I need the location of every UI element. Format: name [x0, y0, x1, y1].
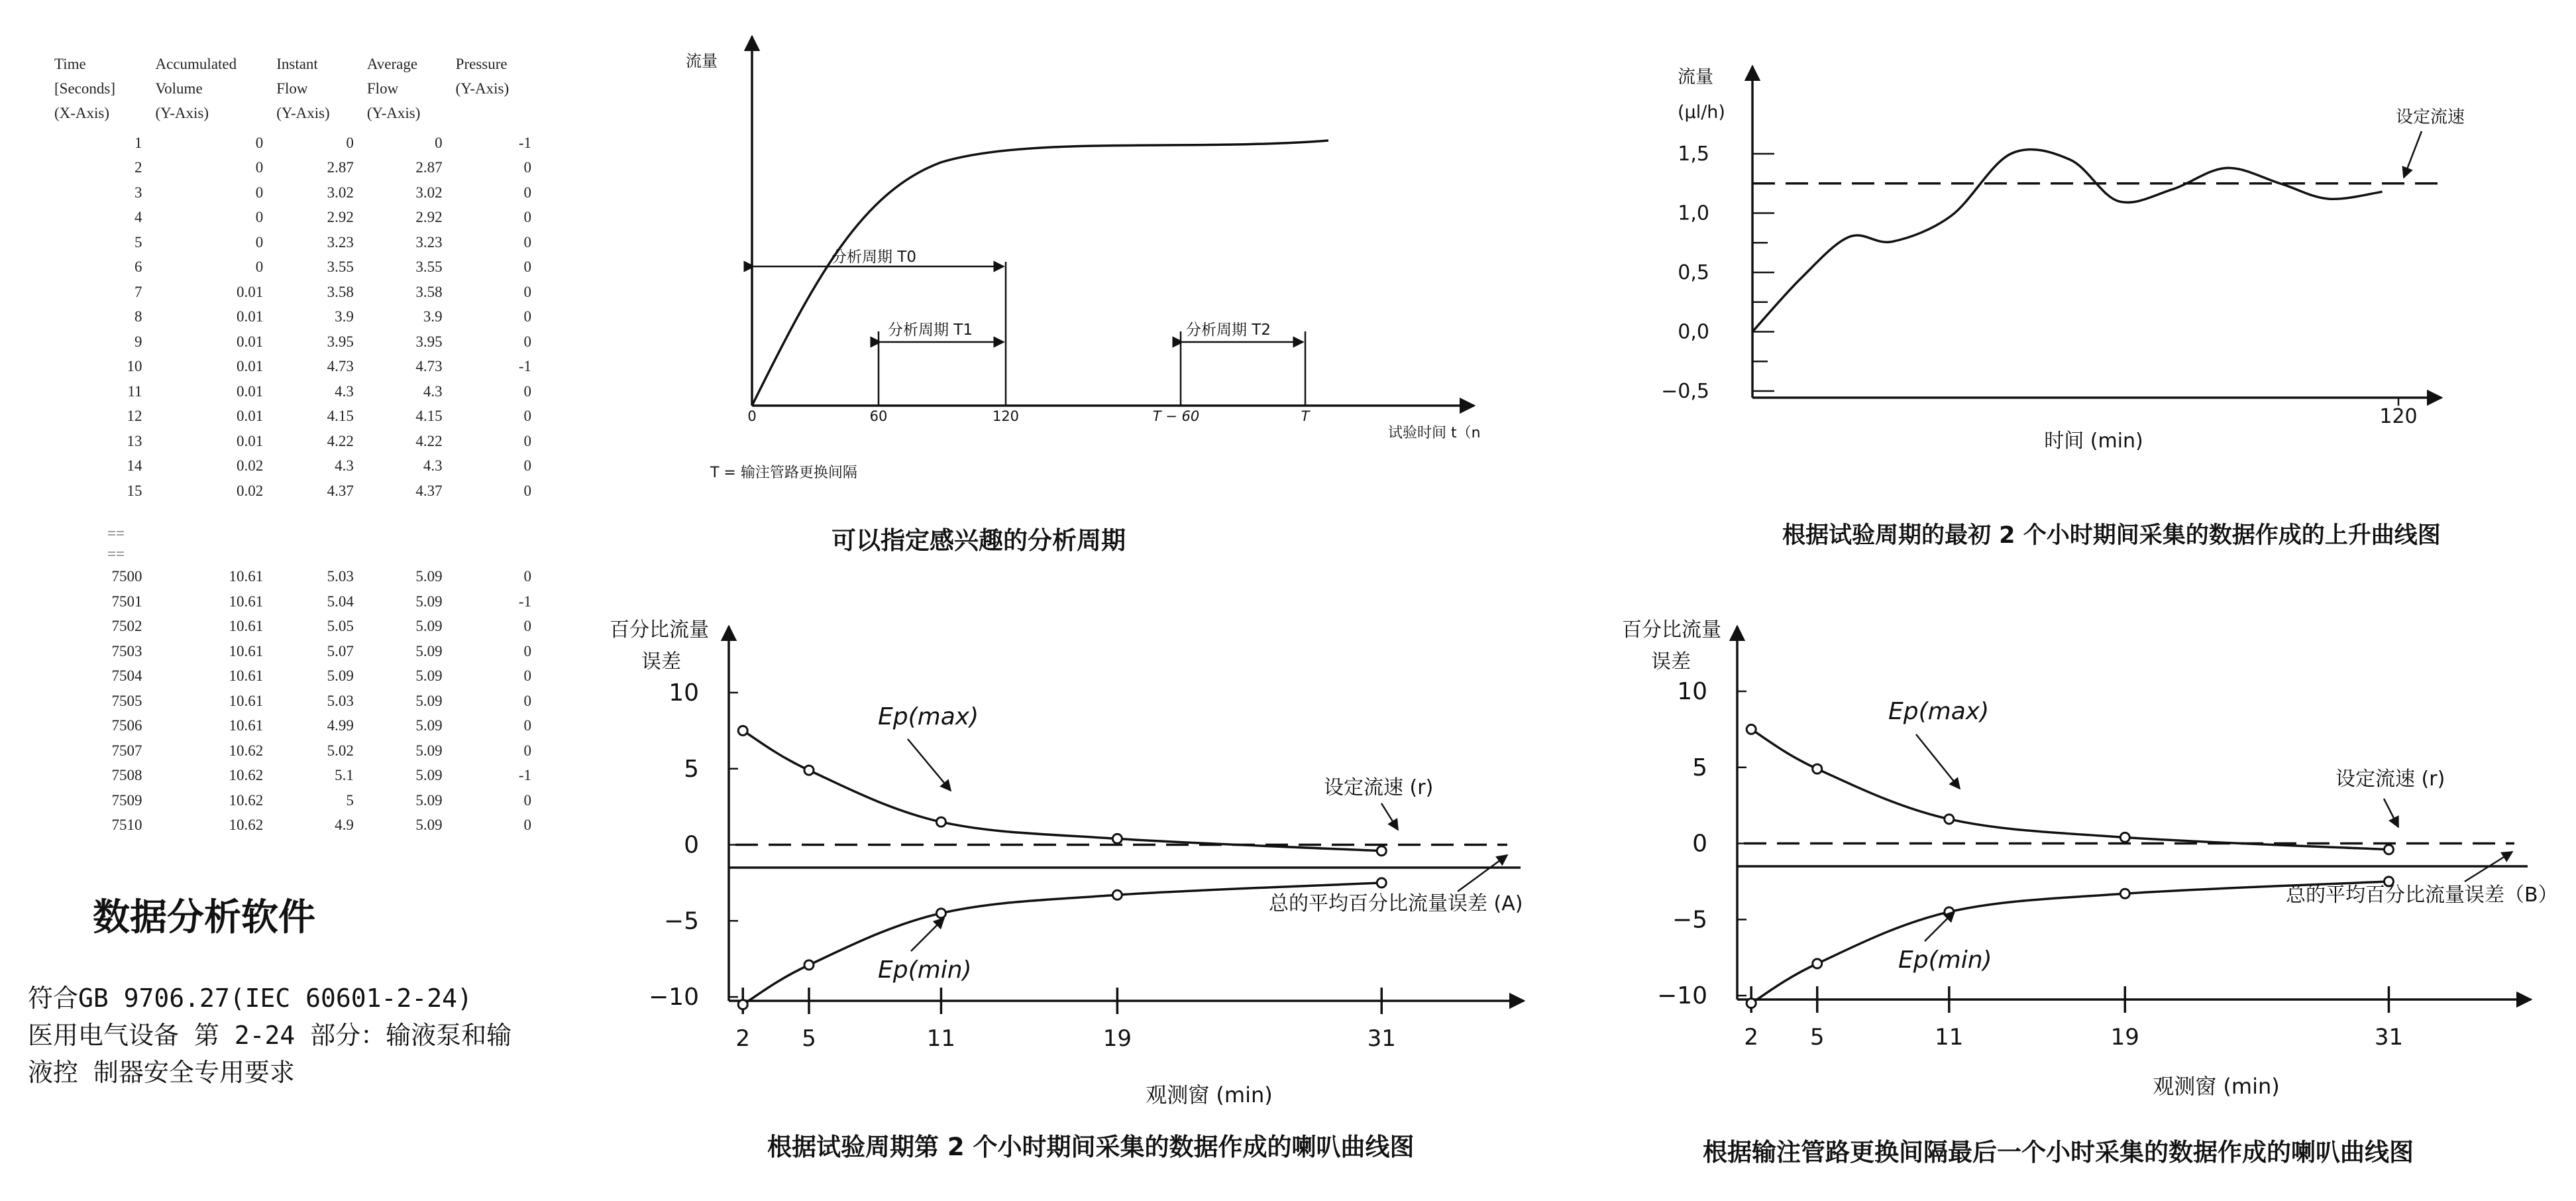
chart3-ytick-label: 10 — [669, 679, 699, 707]
table-cell: 3 — [134, 184, 142, 201]
table-cell: 0 — [523, 692, 531, 709]
table-cell: 0 — [523, 791, 531, 809]
table-cell: 0 — [523, 618, 531, 635]
chart3-data-point — [936, 817, 945, 827]
standard-line: 符合GB 9706.27(IEC 60601-2-24) — [28, 984, 472, 1013]
chart3-data-point — [1112, 834, 1122, 843]
chart2-setpoint-label: 设定流速 — [2395, 107, 2465, 127]
table-cell: 5.02 — [327, 742, 354, 759]
chart4-setpoint-label: 设定流速 (r) — [2335, 768, 2445, 791]
chart3-ytick-label: −5 — [663, 907, 699, 935]
chart2-ytick-label: 1,5 — [1678, 143, 1709, 166]
table-cell: 4.3 — [335, 457, 354, 475]
chart3-mean-label: 总的平均百分比流量误差 (A) — [1269, 892, 1523, 915]
table-cell: 0 — [523, 209, 531, 226]
table-cell: 3.95 — [327, 333, 354, 350]
chart4-data-point — [1945, 907, 1954, 917]
table-cell: 2.92 — [415, 209, 443, 226]
table-cell: 0 — [255, 134, 264, 151]
chart4-max-pointer — [1916, 734, 1960, 789]
standard-line: 液控 制器安全专用要求 — [28, 1058, 295, 1087]
chart3-series-max-curve — [743, 730, 1381, 850]
chart4-data-point — [1746, 724, 1756, 734]
table-cell: 3.95 — [415, 333, 443, 350]
table-cell: 10.61 — [229, 618, 264, 635]
table-cell: 13 — [127, 432, 142, 449]
chart1-flow-curve — [752, 141, 1328, 406]
table-cell: -1 — [518, 358, 531, 375]
table-cell: 7506 — [111, 717, 142, 734]
table-cell: 0.01 — [236, 432, 264, 449]
chart3-ylabel: 百分比流量 — [610, 618, 709, 642]
table-cell: 0 — [523, 432, 531, 449]
table-cell: 5.09 — [415, 791, 443, 809]
chart4-min-label: Ep(min) — [1898, 946, 1992, 974]
chart4-y-ticks — [1657, 678, 1746, 1009]
table-cell: -1 — [518, 767, 531, 784]
table-cell: 12 — [127, 408, 142, 425]
chart4-data-point — [2384, 845, 2393, 854]
table-cell: 7502 — [111, 618, 142, 635]
table-cell: 0.01 — [236, 358, 264, 375]
chart2-ytick-label: −0,5 — [1661, 380, 1709, 403]
chart1-xtick: T − 60 — [1152, 408, 1200, 424]
column-header-line: (Y-Axis) — [276, 105, 330, 121]
chart2-xtick-120: 120 — [2379, 405, 2418, 428]
table-cell: 4.15 — [415, 408, 443, 425]
table-cell: 4.15 — [327, 408, 354, 425]
table-cell: 7504 — [111, 667, 142, 685]
chart4-ytick-label: −10 — [1657, 982, 1707, 1010]
chart3-data-point — [1377, 878, 1386, 887]
trumpet-chart-last-hour — [1622, 618, 2558, 1099]
table-cell: 3.55 — [327, 258, 354, 276]
column-header-line: Accumulated — [155, 56, 237, 72]
column-header-line: (Y-Axis) — [455, 80, 510, 97]
table-cell: 4.99 — [327, 717, 354, 734]
table-cell: 0.02 — [236, 457, 264, 475]
chart4-data-point — [1813, 959, 1822, 968]
table-cell: 0 — [523, 283, 531, 300]
chart4-data-point — [1945, 815, 1954, 824]
column-header-line: (Y-Axis) — [155, 105, 209, 121]
chart3-ytick-label: −10 — [649, 984, 699, 1011]
table-cell: 4.9 — [335, 817, 354, 834]
chart4-ytick-label: 0 — [1692, 830, 1707, 858]
table-cell: 10.61 — [229, 717, 264, 734]
table-cell: 10.62 — [229, 767, 264, 784]
table-cell: 5.03 — [327, 692, 354, 709]
table-cell: 10.61 — [229, 642, 264, 659]
table-cell: 3.9 — [423, 308, 443, 325]
table-cell: 10.61 — [229, 593, 264, 610]
table-cell: 5.09 — [415, 742, 443, 759]
chart4-caption: 根据输注管路更换间隔最后一个小时采集的数据作成的喇叭曲线图 — [1703, 1138, 2414, 1167]
chart3-xtick-label: 31 — [1367, 1025, 1396, 1052]
table-cell: 5.09 — [415, 593, 443, 610]
chart2-caption: 根据试验周期的最初 2 个小时期间采集的数据作成的上升曲线图 — [1782, 522, 2441, 549]
table-cell: 14 — [127, 457, 142, 475]
table-cell: 0 — [255, 233, 264, 251]
table-cell: 0 — [523, 482, 531, 499]
chart2-setpoint-pointer — [2404, 131, 2422, 178]
table-cell: 0.01 — [236, 382, 264, 400]
chart3-data-point — [738, 726, 747, 735]
table-cell: 0 — [523, 642, 531, 659]
table-cell: 0 — [523, 333, 531, 350]
chart1-footnote: T = 输注管路更换间隔 — [710, 465, 857, 481]
standard-line: 医用电气设备 第 2-24 部分：输液泵和输 — [28, 1021, 512, 1050]
chart1-xtick: 60 — [869, 408, 888, 424]
table-cell: 2.87 — [327, 159, 354, 176]
chart3-setpoint-label: 设定流速 (r) — [1324, 776, 1434, 799]
chart3-max-pointer — [908, 739, 951, 791]
chart4-xtick-label: 2 — [1744, 1024, 1759, 1051]
table-cell: 0 — [523, 667, 531, 685]
chart2-ylabel: 流量 — [1678, 67, 1713, 87]
table-cell: 10.61 — [229, 692, 264, 709]
chart4-xtick-label: 11 — [1935, 1024, 1964, 1051]
column-header-line: [Seconds] — [54, 80, 115, 97]
chart1-xtick: T — [1301, 408, 1310, 424]
chart4-ylabel: 百分比流量 — [1622, 618, 1721, 642]
chart4-xlabel: 观测窗 (min) — [2153, 1074, 2280, 1099]
table-cell: 4.37 — [327, 482, 354, 499]
table-cell: 4.3 — [423, 457, 443, 475]
table-cell: 7503 — [111, 642, 142, 659]
chart3-caption: 根据试验周期第 2 个小时期间采集的数据作成的喇叭曲线图 — [767, 1133, 1415, 1161]
chart3-xtick-label: 11 — [926, 1025, 956, 1052]
table-cell: 4 — [134, 209, 142, 226]
chart4-data-point — [1746, 999, 1756, 1008]
chart2-xlabel: 时间 (min) — [2044, 429, 2143, 453]
chart4-ytick-label: 5 — [1692, 754, 1707, 781]
table-cell: 3.58 — [327, 283, 354, 300]
chart3-x-ticks — [735, 988, 1395, 1052]
table-cell: 15 — [127, 482, 142, 499]
table-cell: 2.92 — [327, 209, 354, 226]
chart2-ytick-label: 0,0 — [1678, 320, 1709, 344]
chart3-y-ticks — [649, 679, 738, 1011]
table-cell: 0 — [523, 457, 531, 475]
chart3-xtick-label: 5 — [802, 1025, 816, 1052]
table-cell: 0 — [523, 184, 531, 201]
chart2-ytick-label: 0,5 — [1678, 261, 1709, 284]
trumpet-chart-second-hour — [610, 618, 1524, 1108]
table-cell: 5.04 — [327, 593, 354, 610]
table-cell: 5 — [134, 233, 142, 251]
table-cell: 5.09 — [415, 642, 443, 659]
table-cell: 0 — [523, 742, 531, 759]
startup-curve-chart — [1661, 66, 2465, 453]
column-header-line: Flow — [276, 80, 308, 97]
table-cell: 7508 — [111, 767, 142, 784]
table-separator: == — [107, 525, 125, 542]
chart4-data-point — [2120, 889, 2129, 898]
chart4-setpoint-pointer — [2384, 799, 2398, 827]
table-cell: 3.58 — [415, 283, 443, 300]
table-cell: 10.62 — [229, 742, 264, 759]
table-cell: 11 — [127, 382, 142, 400]
chart4-series-max-curve — [1751, 729, 2388, 849]
column-header-line: (X-Axis) — [54, 105, 110, 121]
table-cell: 5.05 — [327, 618, 354, 635]
table-cell: 0 — [523, 258, 531, 276]
chart3-data-point — [1377, 846, 1386, 856]
chart3-ytick-label: 0 — [684, 831, 699, 859]
table-cell: 5.07 — [327, 642, 354, 659]
table-cell: 0 — [523, 568, 531, 585]
table-cell: 5 — [346, 791, 354, 809]
table-cell: 4.73 — [327, 358, 354, 375]
table-cell: 5.09 — [415, 717, 443, 734]
chart3-min-pointer — [911, 918, 944, 951]
table-cell: 3.02 — [327, 184, 354, 201]
table-cell: 3.23 — [327, 233, 354, 251]
table-cell: 3.02 — [415, 184, 443, 201]
column-header-line: Instant — [276, 56, 318, 72]
chart3-xtick-label: 2 — [735, 1025, 751, 1052]
table-cell: 1 — [134, 134, 142, 151]
chart1-caption: 可以指定感兴趣的分析周期 — [832, 526, 1126, 555]
chart3-data-point — [738, 1000, 747, 1009]
column-header-line: Pressure — [455, 56, 508, 72]
chart2-ylabel-unit: (μl/h) — [1678, 102, 1725, 123]
table-cell: 5.09 — [415, 817, 443, 834]
chart3-data-point — [936, 909, 945, 918]
table-cell: 0.01 — [236, 333, 264, 350]
chart3-data-point — [804, 960, 814, 970]
chart4-mean-label: 总的平均百分比流量误差（B） — [2286, 884, 2558, 907]
column-header-line: Average — [366, 56, 418, 72]
table-cell: 7500 — [111, 568, 142, 585]
chart3-ytick-label: 5 — [684, 755, 699, 783]
table-cell: 0 — [255, 184, 264, 201]
table-cell: 10.62 — [229, 817, 264, 834]
column-header-line: (Y-Axis) — [366, 105, 421, 121]
column-header-line: Time — [54, 56, 86, 72]
table-cell: 0 — [435, 134, 443, 151]
chart4-data-point — [2120, 832, 2129, 842]
analysis-period-chart — [686, 36, 1481, 481]
chart3-setpoint-pointer — [1381, 803, 1398, 830]
table-cell: 0.01 — [236, 308, 264, 325]
chart4-x-ticks — [1744, 986, 2403, 1051]
chart4-min-pointer — [1925, 911, 1955, 941]
table-cell: 0 — [523, 159, 531, 176]
chart3-ylabel-2: 误差 — [641, 650, 681, 673]
chart3-xtick-label: 19 — [1102, 1025, 1132, 1052]
table-cell: 0.02 — [236, 482, 264, 499]
table-cell: 5.03 — [327, 568, 354, 585]
software-title: 数据分析软件 — [93, 896, 315, 939]
table-cell: 0.01 — [236, 408, 264, 425]
column-header-line: Flow — [366, 80, 399, 97]
table-cell: 8 — [134, 308, 142, 325]
period-t1-label: 分析周期 T1 — [888, 321, 973, 339]
table-cell: 5.09 — [415, 568, 443, 585]
period-t0-label: 分析周期 T0 — [832, 249, 916, 266]
table-separator: == — [107, 545, 125, 562]
table-cell: -1 — [518, 593, 531, 610]
table-cell: 5.1 — [335, 767, 354, 784]
table-cell: 10 — [127, 358, 142, 375]
chart4-ytick-label: −5 — [1672, 906, 1707, 934]
table-cell: 0.01 — [236, 283, 264, 300]
table-cell: 4.3 — [335, 382, 354, 400]
chart2-y-ticks — [1661, 143, 1774, 403]
chart2-flow-curve — [1752, 149, 2383, 331]
table-cell: 5.09 — [327, 667, 354, 685]
chart3-data-point — [804, 766, 814, 775]
table-cell: 0 — [523, 308, 531, 325]
table-cell: 5.09 — [415, 692, 443, 709]
chart3-mean-pointer — [1458, 855, 1507, 891]
table-cell: 0 — [523, 717, 531, 734]
chart3-xlabel: 观测窗 (min) — [1146, 1082, 1273, 1108]
chart3-data-point — [1112, 890, 1122, 899]
table-cell: 0 — [255, 159, 264, 176]
table-cell: 4.22 — [415, 432, 443, 449]
table-cell: 4.3 — [423, 382, 443, 400]
table-cell: 0 — [255, 209, 264, 226]
table-cell: 5.09 — [415, 767, 443, 784]
table-cell: 3.9 — [335, 308, 354, 325]
table-cell: 5.09 — [415, 667, 443, 685]
table-cell: 0 — [523, 817, 531, 834]
chart4-data-point — [1813, 764, 1822, 773]
chart1-ylabel: 流量 — [686, 52, 718, 70]
table-cell: 6 — [134, 258, 142, 276]
table-cell: 10.62 — [229, 791, 264, 809]
table-cell: 0 — [523, 382, 531, 400]
table-cell: 4.22 — [327, 432, 354, 449]
chart3-max-label: Ep(max) — [878, 703, 979, 730]
table-cell: 10.61 — [229, 667, 264, 685]
table-cell: 10.61 — [229, 568, 264, 585]
chart4-xtick-label: 31 — [2374, 1024, 2404, 1051]
table-cell: 0 — [523, 408, 531, 425]
chart3-min-label: Ep(min) — [878, 956, 972, 984]
table-cell: 3.23 — [415, 233, 443, 251]
table-cell: 7510 — [111, 817, 142, 834]
table-cell: 5.09 — [415, 618, 443, 635]
column-header-line: Volume — [155, 80, 203, 97]
period-t2-label: 分析周期 T2 — [1186, 321, 1271, 339]
chart4-ytick-label: 10 — [1677, 678, 1707, 705]
table-cell: 4.37 — [415, 482, 443, 499]
table-cell: 2 — [134, 159, 142, 176]
table-cell: 0 — [523, 233, 531, 251]
table-cell: 7501 — [111, 593, 142, 610]
chart4-ylabel-2: 误差 — [1651, 650, 1691, 673]
table-cell: -1 — [518, 134, 531, 151]
table-cell: 7505 — [111, 692, 142, 709]
table-cell: 0 — [346, 134, 354, 151]
chart1-xtick: 120 — [992, 408, 1020, 424]
chart4-xtick-label: 19 — [2110, 1024, 2139, 1051]
table-cell: 9 — [134, 333, 142, 350]
chart1-xtick: 0 — [747, 408, 757, 424]
table-cell: 7507 — [111, 742, 142, 759]
chart4-xtick-label: 5 — [1809, 1024, 1825, 1051]
chart2-ytick-label: 1,0 — [1678, 201, 1709, 225]
chart1-xlabel: 试验时间 t（n — [1388, 425, 1481, 441]
table-cell: 2.87 — [415, 159, 443, 176]
chart4-max-label: Ep(max) — [1888, 698, 1990, 725]
table-cell: 4.73 — [415, 358, 443, 375]
table-cell: 7509 — [111, 791, 142, 809]
table-cell: 3.55 — [415, 258, 443, 276]
table-cell: 7 — [134, 283, 142, 300]
table-cell: 0 — [255, 258, 264, 276]
